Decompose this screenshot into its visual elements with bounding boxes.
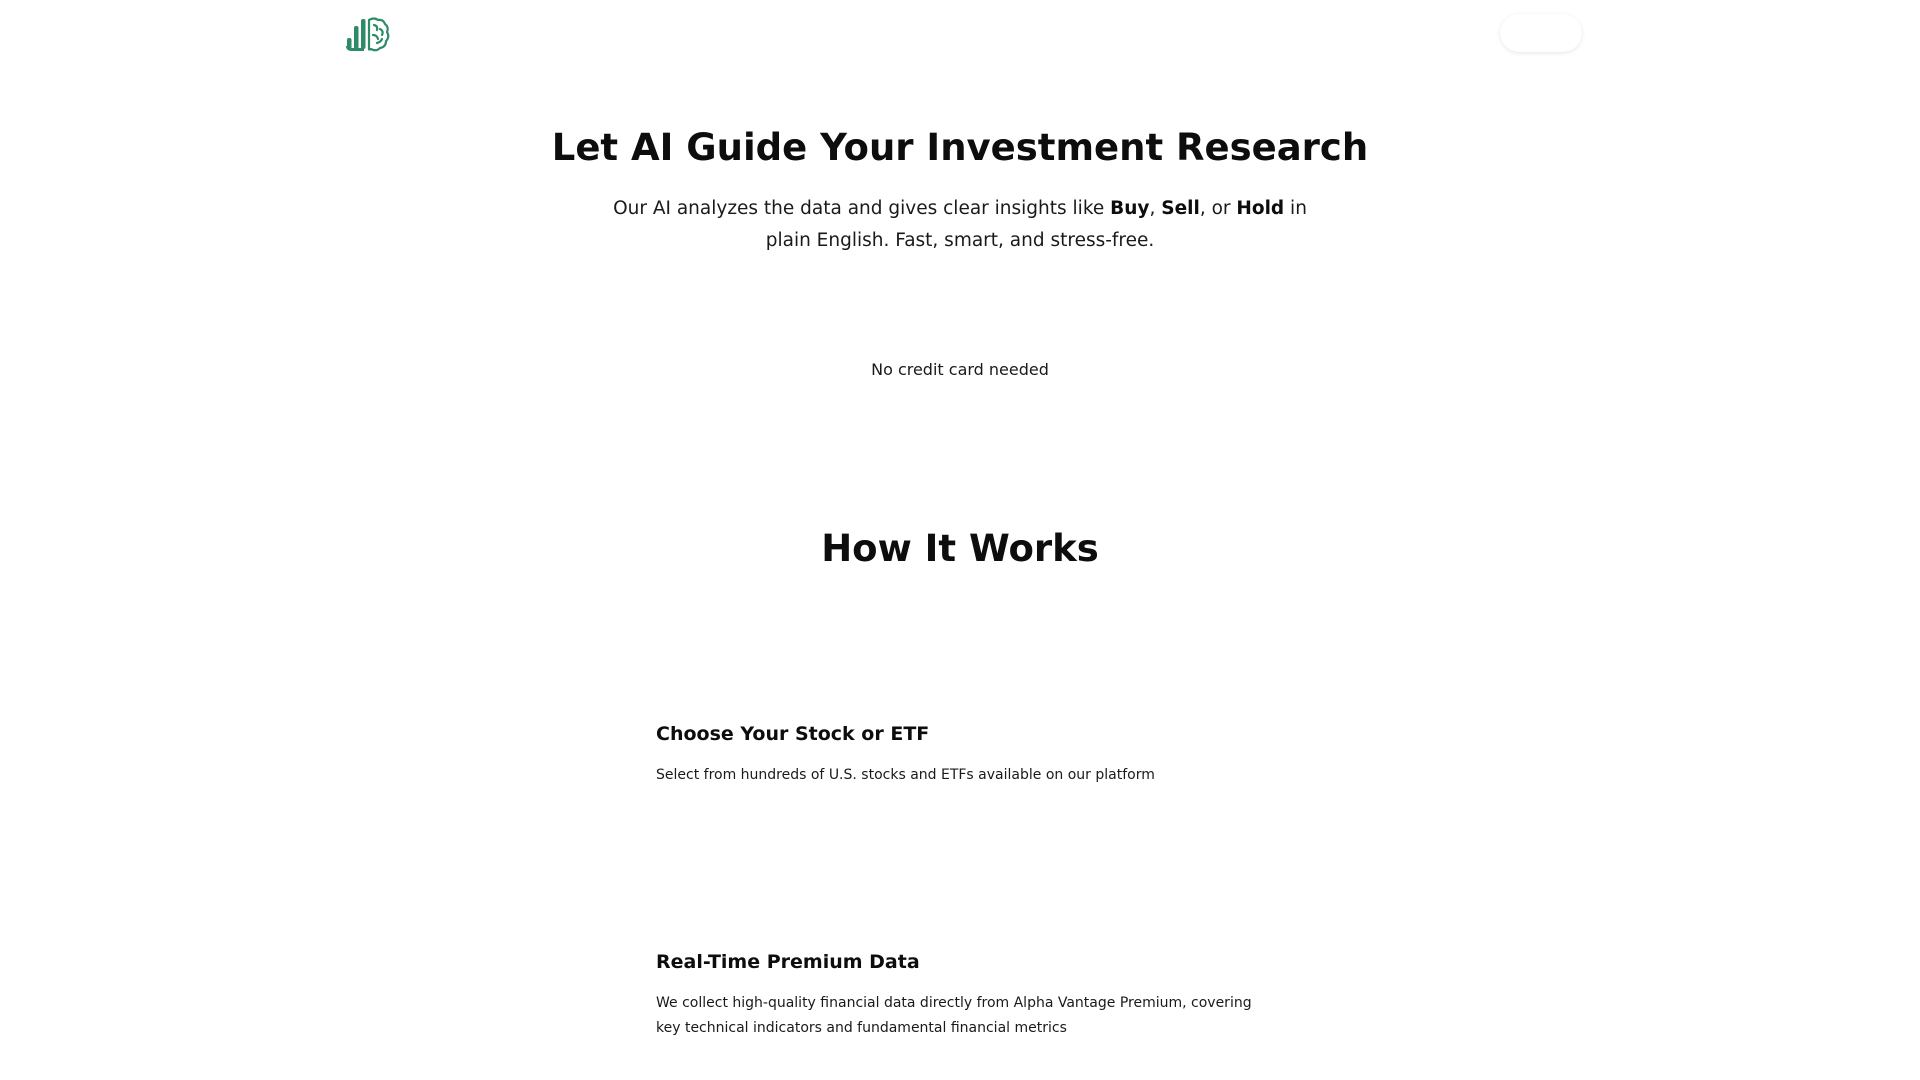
chart-brain-logo-icon[interactable] [344, 16, 390, 52]
nav-action-button[interactable] [1500, 14, 1582, 52]
hero-subtitle-sell: Sell [1161, 198, 1200, 219]
step-card-premium-data [656, 949, 1276, 1040]
hero-title: Let AI Guide Your Investment Research [551, 126, 1369, 169]
hero-subtitle-sep1: , [1149, 198, 1162, 219]
no-credit-card-note: No credit card needed [871, 360, 1049, 379]
step-description: We collect high-quality financial data directly from Alpha Vantage Premium, covering key technical indicators and fundamental financial metrics [656, 995, 1252, 1036]
top-navbar [0, 0, 1920, 70]
hero-subtitle-hold: Hold [1236, 198, 1285, 219]
hero-subtitle-prefix: Our AI analyzes the data and gives clear insights like [613, 198, 1111, 219]
hero-subtitle-suffix: in plain English. Fast, smart, and stress-free. [765, 198, 1307, 251]
hero-subtitle-sep2: , or [1199, 198, 1237, 219]
step-card-choose-stock [656, 721, 1276, 788]
step-title: Choose Your Stock or ETF [656, 723, 930, 745]
step-title: Real-Time Premium Data [656, 951, 920, 973]
hero-subtitle [590, 193, 1330, 257]
step-description: Select from hundreds of U.S. stocks and ETFs available on our platform [656, 767, 1155, 783]
how-it-works-title: How It Works [821, 527, 1099, 570]
hero-subtitle-buy: Buy [1110, 198, 1150, 219]
